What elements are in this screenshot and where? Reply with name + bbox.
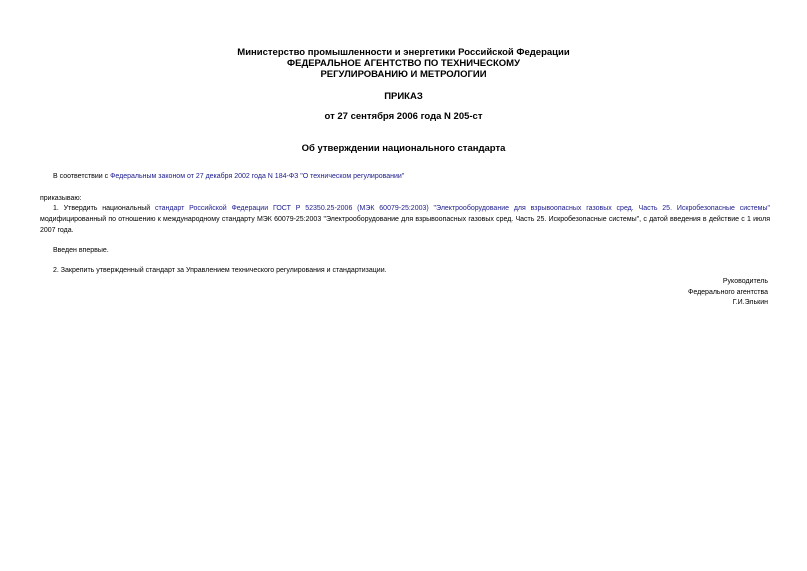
order-item-1 [40, 203, 770, 236]
standard-link[interactable]: стандарт Российской Федерации ГОСТ Р 52350.25-2006 (МЭК 60079-25:2003) "Электрооборудование для взрывоопасных газовых сред. Часть 25. Искробезопасные системы" [154, 205, 770, 212]
order-item-2: 2. Закрепить утвержденный стандарт за Управлением технического регулирования и стандартизации. [53, 267, 387, 274]
agency-name-line1: ФЕДЕРАЛЬНОЕ АГЕНТСТВО ПО ТЕХНИЧЕСКОМУ [287, 58, 520, 69]
order-word: приказываю: [40, 195, 82, 202]
preamble-prefix: В соответствии с [53, 173, 111, 180]
item1-prefix: 1. Утвердить национальный [53, 205, 155, 212]
order-date-number: от 27 сентября 2006 года N 205-ст [324, 111, 483, 122]
signature-name: Г.И.Элькин [732, 299, 768, 306]
signature-block [688, 277, 768, 309]
federal-law-link[interactable]: Федеральным законом от 27 декабря 2002 года N 184-ФЗ "О техническом регулировании" [110, 173, 405, 180]
signature-position: Руководитель [722, 278, 768, 285]
agency-name-line2: РЕГУЛИРОВАНИЮ И МЕТРОЛОГИИ [320, 69, 487, 80]
document-header [0, 47, 807, 80]
order-subject: Об утверждении национального стандарта [301, 143, 506, 154]
signature-agency: Федерального агентства [688, 288, 768, 296]
introduced-first-note: Введен впервые. [53, 247, 109, 254]
item1-suffix: модифицированный по отношению к международному стандарту МЭК 60079-25:2003 "Электрооборудование для взрывоопасных газовых сред. Часть 25. Искробезопасные системы", с датой введения в действие с 1 июля 2007 года. [40, 216, 770, 234]
ministry-name: Министерство промышленности и энергетики Российской Федерации [237, 47, 570, 58]
preamble-paragraph [53, 171, 773, 182]
order-title: ПРИКАЗ [384, 91, 423, 102]
